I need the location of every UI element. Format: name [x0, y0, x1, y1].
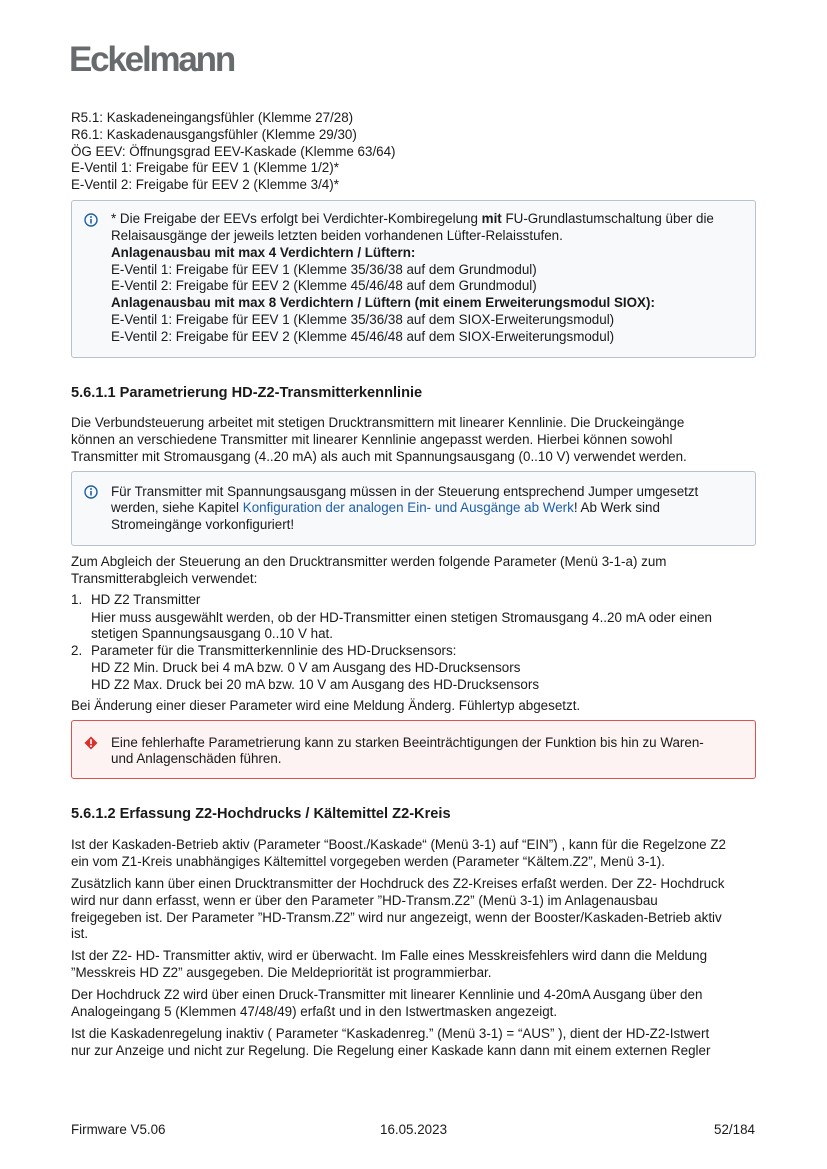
paragraph-line: freigegeben ist. Der Parameter ”HD-Transm.Z2” wird nur angezeigt, wenn der Booster/Kaskaden-Betrieb aktiv — [71, 910, 722, 925]
info-text: Für Transmitter mit Spannungsausgang müssen in der Steuerung entsprechend Jumper umgesetzt — [111, 484, 699, 499]
paragraph-line: Analogeingang 5 (Klemmen 47/48/49) erfaßt und in den Istwertmasken angezeigt. — [71, 1004, 558, 1019]
intro-line: ÖG EEV: Öffnungsgrad EEV-Kaskade (Klemme 63/64) — [71, 144, 396, 159]
chapter-link[interactable]: Konfiguration der analogen Ein- und Ausgänge ab Werk — [242, 500, 574, 515]
paragraph-line: Der Hochdruck Z2 wird über einen Druck-Transmitter mit linearer Kennlinie und 4-20mA Ausgang über den — [71, 987, 703, 1002]
footer-date: 16.05.2023 — [380, 1122, 448, 1137]
list-number: 1. — [71, 592, 83, 607]
intro-line: R6.1: Kaskadenausgangsfühler (Klemme 29/30) — [71, 127, 357, 142]
info-text: E-Ventil 1: Freigabe für EEV 1 (Klemme 35/36/38 auf dem SIOX-Erweiterungsmodul) — [111, 312, 615, 327]
paragraph-line: ein vom Z1-Kreis unabhängiges Kältemittel vorgegeben werden (Parameter “Kältem.Z2”, Menü 3-1). — [71, 854, 665, 869]
paragraph-line: ist. — [71, 926, 89, 941]
paragraph-line: Ist der Z2- HD- Transmitter aktiv, wird er überwacht. Im Falle eines Messkreisfehlers wird dann die Meldung — [71, 948, 708, 963]
intro-line: R5.1: Kaskadeneingangsfühler (Klemme 27/28) — [71, 110, 354, 125]
intro-line: E-Ventil 2: Freigabe für EEV 2 (Klemme 3/4)* — [71, 177, 339, 192]
eckelmann-logo: Eckelmann — [69, 40, 235, 79]
paragraph-line: Zusätzlich kann über einen Drucktransmitter der Hochdruck des Z2-Kreises erfaßt werden. Der Z2- Hochdruck — [71, 876, 725, 891]
info-text: E-Ventil 2: Freigabe für EEV 2 (Klemme 45/46/48 auf dem SIOX-Erweiterungsmodul) — [111, 329, 615, 344]
intro-line: E-Ventil 1: Freigabe für EEV 1 (Klemme 1/2)* — [71, 160, 339, 175]
info-subheading: Anlagenausbau mit max 4 Verdichtern / Lüftern: — [111, 245, 416, 260]
paragraph-line: wird nur dann erfasst, wenn er über den Parameter ”HD-Transm.Z2” (Menü 3-1) im Anlagenausbau — [71, 893, 658, 908]
list-item-line: stetigen Spannungsausgang 0..10 V hat. — [91, 626, 333, 641]
list-item-line: Parameter für die Transmitterkennlinie des HD-Drucksensors: — [91, 643, 457, 658]
list-item-line: Hier muss ausgewählt werden, ob der HD-Transmitter einen stetigen Stromausgang 4..20 mA oder einen — [91, 610, 712, 625]
warning-icon — [84, 736, 98, 750]
paragraph-line: Transmitter mit Stromausgang (4..20 mA) als auch mit Spannungsausgang (0..10 V) verwendet werden. — [71, 449, 687, 464]
info-text: Relaisausgänge der jeweils letzten beiden vorhandenen Lüfter-Relaisstufen. — [111, 228, 563, 243]
section-heading-5-6-1-1: 5.6.1.1 Parametrierung HD-Z2-Transmitterkennlinie — [71, 385, 423, 401]
paragraph-line: Die Verbundsteuerung arbeitet mit stetigen Drucktransmittern mit linearer Kennlinie. Die Druckeingänge — [71, 415, 685, 430]
info-icon — [84, 213, 98, 227]
paragraph-line: ”Messkreis HD Z2” ausgegeben. Die Meldepriorität ist programmierbar. — [71, 965, 492, 980]
paragraph-line: Bei Änderung einer dieser Parameter wird eine Meldung Änderg. Fühlertyp abgesetzt. — [71, 698, 581, 713]
list-number: 2. — [71, 643, 83, 658]
footer-firmware: Firmware V5.06 — [71, 1122, 166, 1137]
list-item-line: HD Z2 Transmitter — [91, 592, 201, 607]
list-item-line: HD Z2 Min. Druck bei 4 mA bzw. 0 V am Ausgang des HD-Drucksensors — [91, 660, 521, 675]
info-text: * Die Freigabe der EEVs erfolgt bei Verdichter-Kombiregelung mit FU-Grundlastumschaltung über die — [111, 211, 714, 226]
paragraph-line: können an verschiedene Transmitter mit linearer Kennlinie angepasst werden. Hierbei können sowohl — [71, 432, 673, 447]
info-icon — [84, 485, 98, 499]
paragraph-line: Ist der Kaskaden-Betrieb aktiv (Parameter “Boost./Kaskade“ (Menü 3-1) auf “EIN”) , kann für die Regelzone Z2 — [71, 837, 726, 852]
paragraph-line: Transmitterabgleich verwendet: — [71, 571, 258, 586]
info-text: Stromeingänge vorkonfiguriert! — [111, 517, 295, 532]
paragraph-line: nur zur Anzeige und nicht zur Regelung. Die Regelung einer Kaskade kann dann mit einem externen Regler — [71, 1043, 711, 1058]
info-text: werden, siehe Kapitel Konfiguration der analogen Ein- und Ausgänge ab Werk! Ab Werk sind — [111, 500, 660, 515]
section-heading-5-6-1-2: 5.6.1.2 Erfassung Z2-Hochdrucks / Kältemittel Z2-Kreis — [71, 806, 451, 822]
warning-text: und Anlagenschäden führen. — [111, 751, 282, 766]
info-subheading: Anlagenausbau mit max 8 Verdichtern / Lüftern (mit einem Erweiterungsmodul SIOX): — [111, 295, 655, 310]
info-text: E-Ventil 1: Freigabe für EEV 1 (Klemme 35/36/38 auf dem Grundmodul) — [111, 262, 537, 277]
list-item-line: HD Z2 Max. Druck bei 20 mA bzw. 10 V am Ausgang des HD-Drucksensors — [91, 677, 540, 692]
footer-page-number: 52/184 — [714, 1122, 755, 1137]
warning-text: Eine fehlerhafte Parametrierung kann zu starken Beeinträchtigungen der Funktion bis hin zu Waren- — [111, 735, 704, 750]
paragraph-line: Ist die Kaskadenregelung inaktiv ( Parameter “Kaskadenreg.” (Menü 3-1) = “AUS” ), dient der HD-Z2-Istwert — [71, 1026, 710, 1041]
info-text: E-Ventil 2: Freigabe für EEV 2 (Klemme 45/46/48 auf dem Grundmodul) — [111, 278, 537, 293]
paragraph-line: Zum Abgleich der Steuerung an den Drucktransmitter werden folgende Parameter (Menü 3-1-a) zum — [71, 554, 667, 569]
